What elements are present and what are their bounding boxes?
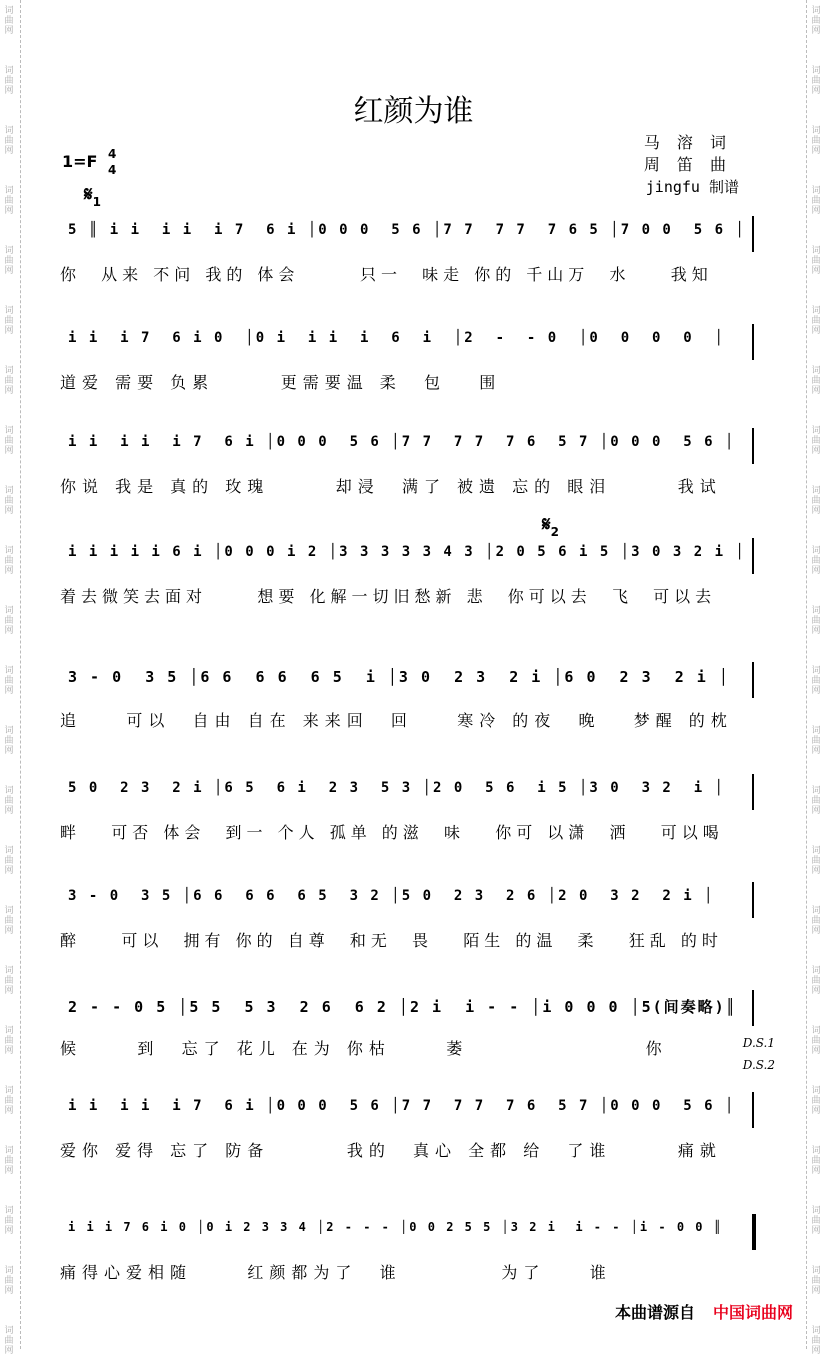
watermark-text: 词 曲 网 [811,786,821,816]
watermark-text: 词 曲 网 [811,306,821,336]
watermark-text: 词 曲 网 [811,546,821,576]
watermark-text: 词 曲 网 [4,6,14,36]
notation-line [60,322,755,362]
watermark-text: 词 曲 网 [4,1026,14,1056]
watermark-text: 词 曲 网 [811,726,821,756]
watermark-text: 词 曲 网 [4,66,14,96]
barline [752,538,754,574]
watermark-text: 词 曲 网 [811,66,821,96]
watermark-text: 词 曲 网 [811,1146,821,1176]
watermark-text: 词 曲 网 [4,1206,14,1236]
watermark-text: 词 曲 网 [4,666,14,696]
left-margin-strip [0,0,21,1356]
watermark-text: 词 曲 网 [811,486,821,516]
notation-line [60,1090,755,1130]
transcriber-credit: jingfu 制谱 [645,178,739,196]
watermark-text: 词 曲 网 [811,1326,821,1356]
watermark-text: 词 曲 网 [4,246,14,276]
notation-text: 3 - 0 3 5 │6 6 6 6 6 5 3 2 │5 0 2 3 2 6 │2 0 3 2 2 i │ [68,888,715,904]
time-sig-bottom: 4 [108,163,117,177]
notation-text: 2 - - 0 5 │5 5 5 3 2 6 6 2 │2 i i - - │i 0 0 0 │5(间奏略)║ [68,998,737,1016]
notation-text: 5 0 2 3 2 i │6 5 6 i 2 3 5 3 │2 0 5 6 i 5 │3 0 3 2 i │ [68,780,726,796]
watermark-text: 词 曲 网 [4,366,14,396]
notation-line [60,536,755,576]
barline [752,1214,756,1250]
lyricist-credit: 马 溶 词 [643,133,732,152]
watermark-text: 词 曲 网 [811,1206,821,1236]
footer-source-text: 本曲谱源自 [614,1303,695,1322]
song-title: 红颜为谁 [353,94,474,129]
watermark-text: 词 曲 网 [4,546,14,576]
watermark-text: 词 曲 网 [4,606,14,636]
notation-text: i i i 7 6 i 0 │0 i i i i 6 i │2 - - 0 │0 0 0 0 │ [68,330,726,346]
watermark-text: 词 曲 网 [811,1086,821,1116]
watermark-text: 词 曲 网 [4,726,14,756]
notation-text: i i i i i 6 i │0 0 0 i 2 │3 3 3 3 3 4 3 │2 0 5 6 i 5 │3 0 3 2 i │ [68,544,746,560]
barline [752,662,754,698]
notation-text: 3 - 0 3 5 │6 6 6 6 6 5 i │3 0 2 3 2 i │6 0 2 3 2 i │ [68,668,730,686]
lyrics-line: 候 到 忘了 花儿 在为 你枯 萎 你 [60,1039,668,1058]
watermark-text: 词 曲 网 [4,186,14,216]
barline [752,428,754,464]
notation-line [60,214,755,254]
watermark-text: 词 曲 网 [811,1266,821,1296]
lyrics-line: 追 可以 自由 自在 来来回 回 寒冷 的夜 晚 梦醒 的枕 [60,711,733,730]
watermark-text: 词 曲 网 [811,426,821,456]
watermark-text: 词 曲 网 [811,6,821,36]
watermark-text: 词 曲 网 [4,306,14,336]
notation-line [60,426,755,466]
watermark-text: 词 曲 网 [811,126,821,156]
watermark-text: 词 曲 网 [4,1266,14,1296]
barline [752,774,754,810]
notation-line [60,772,755,812]
watermark-text: 词 曲 网 [811,186,821,216]
watermark-text: 词 曲 网 [4,126,14,156]
lyrics-line: 你说 我是 真的 玫瑰 却浸 满了 被遗 忘的 眼泪 我试 [60,477,722,496]
watermark-text: 词 曲 网 [4,486,14,516]
watermark-text: 词 曲 网 [811,606,821,636]
watermark-text: 词 曲 网 [811,666,821,696]
ds2-marker: D.S.2 [742,1058,775,1072]
watermark-text: 词 曲 网 [4,1326,14,1356]
watermark-text: 词 曲 网 [811,366,821,396]
watermark-text: 词 曲 网 [811,1026,821,1056]
barline [752,216,754,252]
composer-credit: 周 笛 曲 [643,155,732,174]
lyrics-line: 醉 可以 拥有 你的 自尊 和无 畏 陌生 的温 柔 狂乱 的时 [60,931,723,950]
time-signature [108,146,116,178]
watermark-text: 词 曲 网 [4,906,14,936]
key-signature: 1=F [62,152,98,171]
footer-source [615,1300,793,1323]
watermark-text: 词 曲 网 [4,1086,14,1116]
notation-line [60,880,755,920]
notation-line [60,1212,755,1252]
barline [752,990,754,1026]
lyrics-line: 你 从来 不问 我的 体会 只一 味走 你的 千山万 水 我知 [60,265,713,284]
segno-2: $𝄋_2$ [542,512,559,539]
lyrics-line: 畔 可否 体会 到一 个人 孤单 的滋 味 你可 以潇 洒 可以喝 [60,823,724,842]
watermark-text: 词 曲 网 [4,846,14,876]
time-sig-top: 4 [108,147,117,161]
watermark-text: 词 曲 网 [4,1146,14,1176]
notation-text: i i i i i 7 6 i │0 0 0 5 6 │7 7 7 7 7 6 5 7 │0 0 0 5 6 │ [68,1098,736,1114]
notation-line [60,660,755,700]
right-margin-strip [806,0,827,1356]
segno-1: $𝄋_1$ [84,182,101,209]
notation-line [60,988,755,1028]
barline [752,882,754,918]
watermark-text: 词 曲 网 [4,426,14,456]
barline [752,324,754,360]
lyrics-line: 着去微笑去面对 想要 化解一切旧愁新 悲 你可以去 飞 可以去 [60,587,717,606]
notation-text: i i i 7 6 i 0 │0 i 2 3 3 4 │2 - - - │0 0 2 5 5 │3 2 i i - - │i - 0 0 ║ [68,1220,723,1234]
watermark-text: 词 曲 网 [811,246,821,276]
lyrics-line: 道爱 需要 负累 更需要温 柔 包 围 [60,373,502,392]
footer-site-link[interactable]: 中国词曲网 [712,1303,793,1322]
notation-text: 5 ║ i i i i i 7 6 i │0 0 0 5 6 │7 7 7 7 7 6 5 │7 0 0 5 6 │ [68,222,746,238]
notation-text: i i i i i 7 6 i │0 0 0 5 6 │7 7 7 7 7 6 5 7 │0 0 0 5 6 │ [68,434,736,450]
watermark-text: 词 曲 网 [811,906,821,936]
watermark-text: 词 曲 网 [4,786,14,816]
watermark-text: 词 曲 网 [4,966,14,996]
lyrics-line: 痛得心爱相随 红颜都为了 谁 为了 谁 [60,1263,612,1282]
lyrics-line: 爱你 爱得 忘了 防备 我的 真心 全都 给 了谁 痛就 [60,1141,722,1160]
watermark-text: 词 曲 网 [811,846,821,876]
watermark-text: 词 曲 网 [811,966,821,996]
ds1-marker: D.S.1 [742,1036,775,1050]
barline [752,1092,754,1128]
